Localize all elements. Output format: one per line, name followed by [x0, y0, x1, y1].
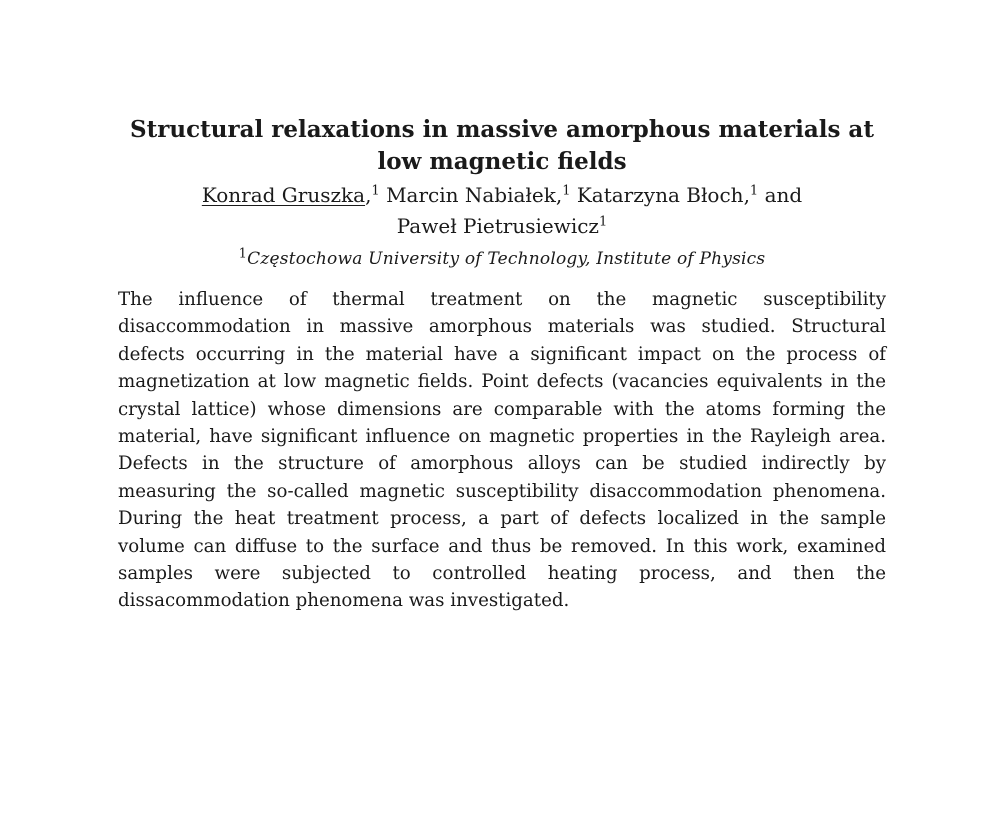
affiliation	[118, 246, 886, 272]
affiliation-text: Częstochowa University of Technology, Institute of Physics	[247, 249, 766, 269]
affiliation-mark: 1	[598, 214, 608, 230]
author-separator-comma: ,	[743, 183, 750, 207]
affiliation-mark: 1	[749, 183, 759, 199]
author-list	[158, 180, 846, 242]
abstract-text: The influence of thermal treatment on the magnetic susceptibility disaccommodation in massive amorphous materials was studied. Structural defects occurring in the material have a significant impact on the process of magnetization at low magnetic fields. Point defects (vacancies equivalents in the crystal lattice) whose dimensions are comparable with the atoms forming the material, have significant influence on magnetic properties in the Rayleigh area. Defects in the structure of amorphous alloys can be studied indirectly by measuring the so-called magnetic susceptibility disaccommodation phenomena. During the heat treatment process, a part of defects localized in the sample volume can diffuse to the surface and thus be removed. In this work, examined samples were subjected to controlled heating process, and then the dissacommodation phenomena was investigated.	[118, 289, 886, 612]
author-name: Katarzyna Błoch	[576, 183, 744, 207]
author-separator: ,	[555, 183, 563, 207]
affiliation-mark: 1	[562, 183, 571, 199]
author-name: Marcin Nabiałek	[386, 183, 556, 207]
author-separator: ,	[365, 183, 372, 207]
affiliation-mark: 1	[371, 183, 380, 199]
author-separator-and: and	[764, 183, 803, 207]
author-name: Paweł Pietrusiewicz	[396, 214, 599, 238]
paper-title: Structural relaxations in massive amorphous materials at low magnetic fields	[130, 116, 874, 175]
author-name: Konrad Gruszka	[201, 183, 366, 207]
affiliation-mark: 1	[238, 246, 248, 262]
paper-page	[118, 114, 886, 633]
